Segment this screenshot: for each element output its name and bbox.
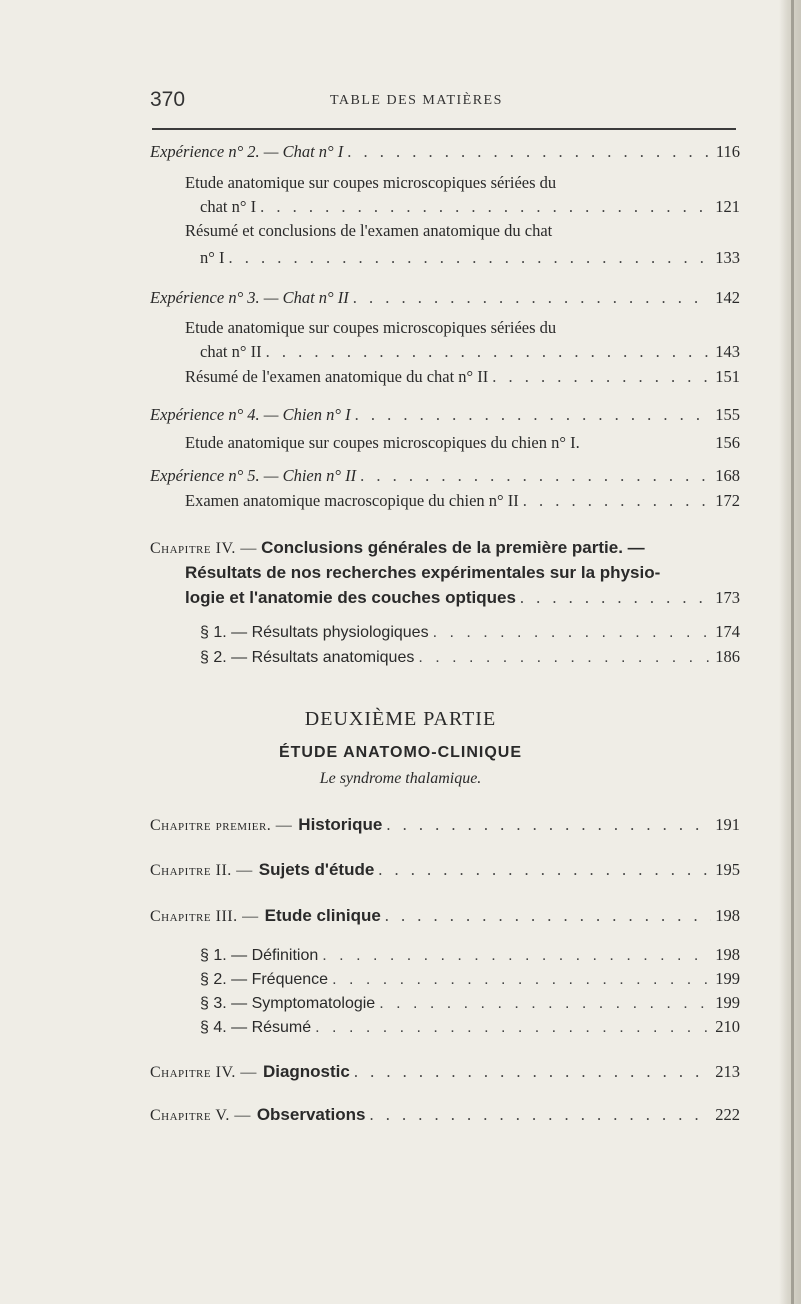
- toc-entry-label: chat n° I: [200, 197, 257, 216]
- leader-dots: [315, 1019, 711, 1037]
- part-2-caption: Le syndrome thalamique.: [319, 770, 482, 787]
- chapter-prefix: Chapitre premier. —: [150, 817, 293, 834]
- chapter-title: Sujets d'étude: [258, 860, 375, 879]
- toc-section-frequence: [200, 969, 740, 989]
- toc-entry-page: 133: [715, 248, 740, 267]
- leader-dots: [520, 588, 711, 608]
- toc-entry-line: Etude anatomique sur coupes microscopiques sériées du: [185, 173, 557, 192]
- chapter-title: logie et l'anatomie des couches optiques: [185, 588, 516, 607]
- leader-dots: [492, 367, 711, 387]
- section-label: § 2. — Résultats anatomiques: [200, 649, 415, 666]
- leader-dots: [379, 995, 711, 1013]
- toc-entry-label: Résumé de l'examen anatomique du chat n° II: [185, 367, 489, 386]
- toc-entry-experience-5: [150, 466, 740, 486]
- toc-entry-line: Résumé et conclusions de l'examen anatomique du chat: [185, 221, 553, 240]
- leader-dots: [228, 248, 711, 268]
- toc-entry-label: Expérience n° 4. — Chien n° I: [150, 405, 351, 424]
- chapter-prefix: Chapitre IV. —: [150, 540, 257, 557]
- section-label: § 1. — Définition: [200, 947, 319, 964]
- toc-section-symptomatologie: [200, 993, 740, 1013]
- chapter-4-heading-line2: Résultats de nos recherches expérimentales sur la physio-: [185, 563, 661, 582]
- toc-entry-label: Etude anatomique sur coupes microscopiques du chien n° I.: [185, 433, 580, 452]
- leader-dots: [353, 288, 711, 308]
- section-page: 199: [715, 969, 740, 988]
- chapter-page: 195: [715, 860, 740, 879]
- leader-dots: [385, 906, 711, 926]
- toc-entry-line: Etude anatomique sur coupes microscopiques sériées du: [185, 318, 557, 337]
- page-edge-shadow: [779, 0, 801, 1304]
- toc-entry-etude-chien-1: [185, 433, 740, 453]
- toc-entry-label: n° I: [200, 248, 225, 267]
- toc-entry-examen-chien-2: [185, 491, 740, 511]
- leader-dots: [378, 860, 711, 880]
- toc-entry-page: 151: [715, 367, 740, 386]
- chapter-prefix: Chapitre V. —: [150, 1107, 251, 1124]
- toc-chapter-observations: [150, 1105, 740, 1125]
- leader-dots: [347, 142, 712, 162]
- page-header: [150, 88, 740, 118]
- leader-dots: [369, 1105, 711, 1125]
- toc-entry-page: 121: [715, 197, 740, 216]
- toc-entry-page: 143: [715, 342, 740, 361]
- chapter-page: 173: [715, 588, 740, 607]
- leader-dots: [332, 971, 711, 989]
- toc-entry-label: Examen anatomique macroscopique du chien n° II: [185, 491, 519, 510]
- chapter-page: 198: [715, 906, 740, 925]
- leader-dots: [418, 649, 711, 667]
- toc-entry-experience-4: [150, 405, 740, 425]
- toc-entry-label: Expérience n° 3. — Chat n° II: [150, 288, 349, 307]
- part-2-title: DEUXIÈME PARTIE: [304, 708, 497, 730]
- section-page: 198: [715, 945, 740, 964]
- leader-dots: [260, 197, 711, 217]
- toc-entry-page: 116: [715, 142, 740, 161]
- toc-entry-resume-chat-2: [185, 367, 740, 387]
- chapter-title: Historique: [298, 815, 383, 834]
- chapter-4-heading-line1: [150, 538, 645, 558]
- toc-entry-label: Expérience n° 2. — Chat n° I: [150, 142, 344, 161]
- toc-chapter-sujets-etude: [150, 860, 740, 880]
- leader-dots: [433, 624, 712, 642]
- section-page: 174: [715, 622, 740, 641]
- chapter-prefix: Chapitre IV. —: [150, 1064, 257, 1081]
- chapter-4-heading-line3: [185, 588, 740, 608]
- header-rule: [152, 128, 736, 130]
- leader-dots: [322, 947, 711, 965]
- chapter-page: 213: [715, 1062, 740, 1081]
- chapter-page: 191: [715, 815, 740, 834]
- section-page: 210: [715, 1017, 740, 1036]
- toc-entry-page: 155: [715, 405, 740, 424]
- toc-section-definition: [200, 945, 740, 965]
- toc-entry-resume-chat-1: [200, 248, 740, 268]
- chapter-title: Conclusions générales de la première partie. —: [261, 538, 645, 557]
- toc-entry-page: 142: [715, 288, 740, 307]
- toc-entry-etude-chat-1: [200, 197, 740, 217]
- toc-section-resume: [200, 1017, 740, 1037]
- leader-dots: [360, 466, 711, 486]
- leader-dots: [266, 342, 712, 362]
- chapter-title: Diagnostic: [262, 1062, 350, 1081]
- toc-entry-page: 156: [715, 433, 740, 452]
- section-page: 199: [715, 993, 740, 1012]
- toc-section-resultats-anatomiques: [200, 647, 740, 667]
- toc-entry-experience-2: [150, 142, 740, 162]
- toc-entry-label: Expérience n° 5. — Chien n° II: [150, 466, 357, 485]
- chapter-prefix: Chapitre II. —: [150, 862, 253, 879]
- toc-entry-label: chat n° II: [200, 342, 262, 361]
- running-head: TABLE DES MATIÈRES: [330, 93, 503, 108]
- toc-entry-experience-3: [150, 288, 740, 308]
- toc-chapter-diagnostic: [150, 1062, 740, 1082]
- section-label: § 1. — Résultats physiologiques: [200, 624, 429, 641]
- section-label: § 2. — Fréquence: [200, 971, 329, 988]
- page-number: 370: [150, 88, 186, 111]
- chapter-title: Observations: [256, 1105, 366, 1124]
- chapter-prefix: Chapitre III. —: [150, 908, 259, 925]
- toc-entry-page: 172: [715, 491, 740, 510]
- part-2-subtitle: ÉTUDE ANATOMO-CLINIQUE: [278, 744, 523, 761]
- chapter-page: 222: [715, 1105, 740, 1124]
- toc-section-resultats-physiologiques: [200, 622, 740, 642]
- toc-entry-page: 168: [715, 466, 740, 485]
- section-label: § 3. — Symptomatologie: [200, 995, 376, 1012]
- leader-dots: [355, 405, 712, 425]
- leader-dots: [386, 815, 711, 835]
- section-page: 186: [715, 647, 740, 666]
- toc-chapter-etude-clinique: [150, 906, 740, 926]
- leader-dots: [354, 1062, 711, 1082]
- leader-dots: [523, 491, 712, 511]
- section-label: § 4. — Résumé: [200, 1019, 312, 1036]
- toc-entry-etude-chat-2: [200, 342, 740, 362]
- toc-chapter-historique: [150, 815, 740, 835]
- chapter-title: Etude clinique: [264, 906, 381, 925]
